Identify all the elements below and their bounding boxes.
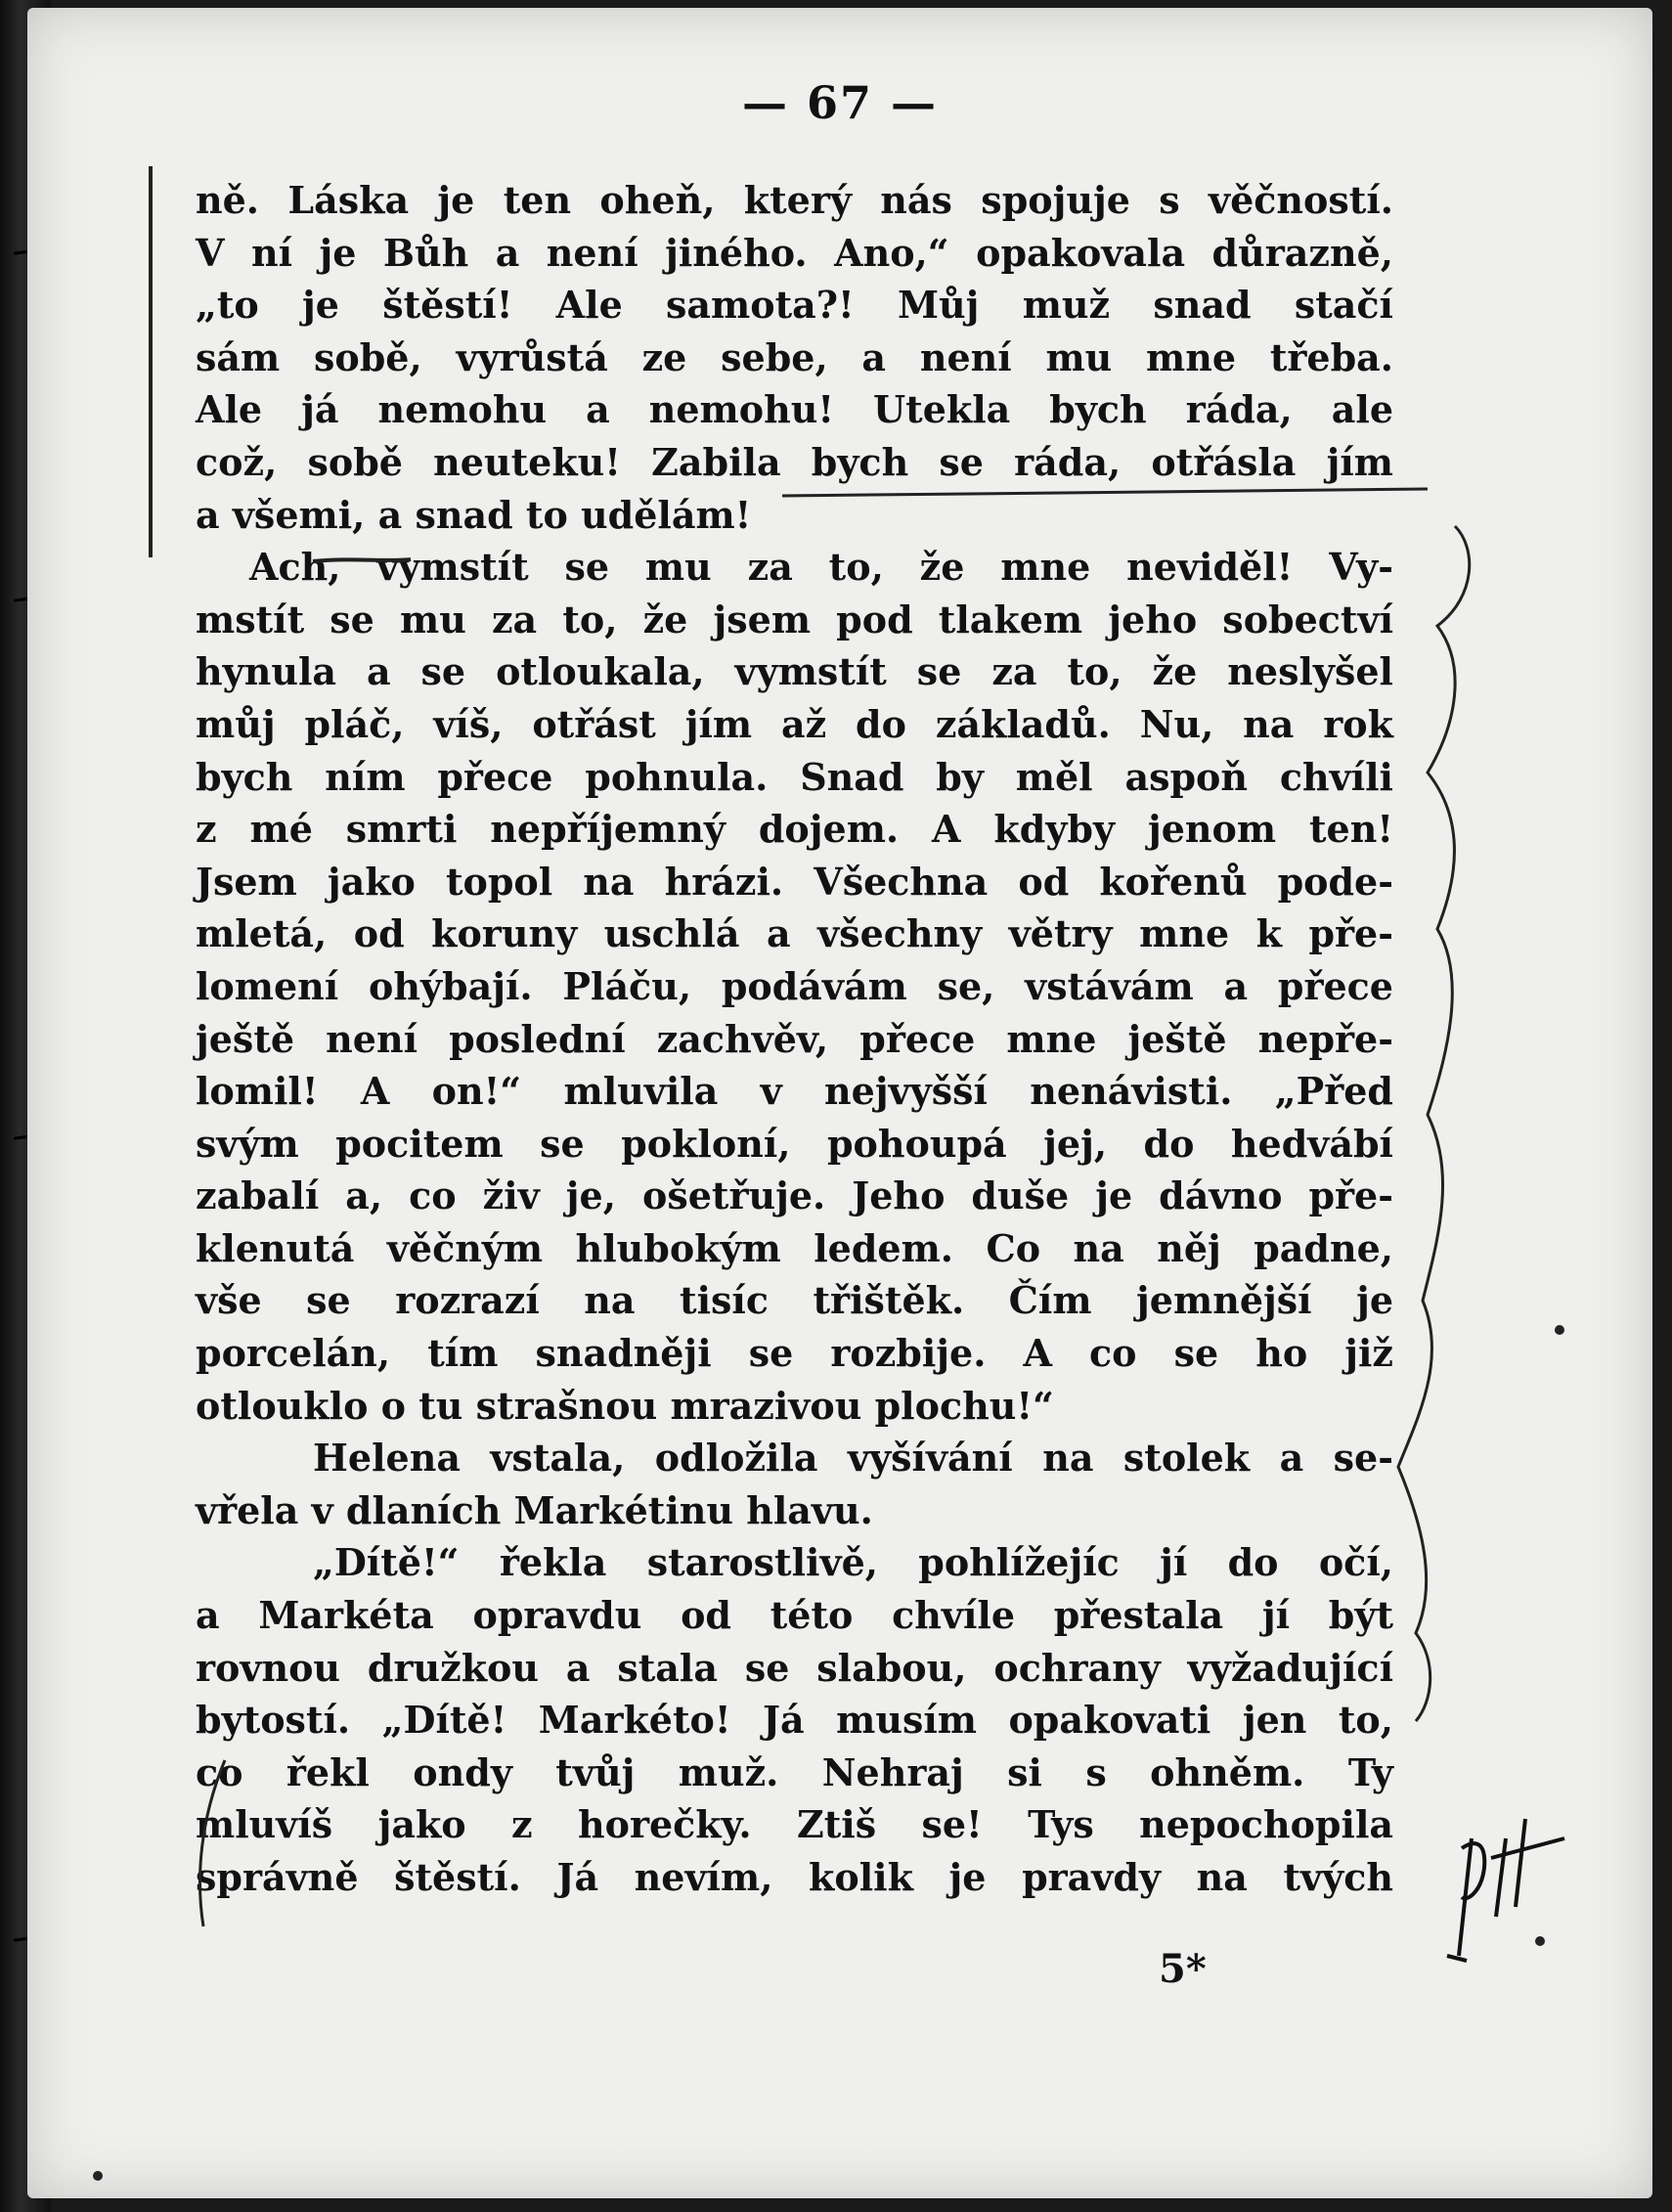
text-line: mstít se mu za to, že jsem pod tlakem jeho sobectví	[196, 597, 1393, 641]
margin-bar-mark	[149, 166, 153, 557]
text-line: rovnou družkou a stala se slabou, ochrany vyžadující	[196, 1645, 1393, 1690]
text-line: můj pláč, víš, otřást jím až do základů. Nu, na rok	[196, 701, 1393, 746]
text-line: porcelán, tím snadněji se rozbije. A co se ho již	[196, 1331, 1393, 1376]
text-line: hynula a se otloukala, vymstít se za to, že neslyšel	[196, 649, 1393, 694]
text-line: bych ním přece pohnula. Snad by měl aspoň chvíli	[196, 754, 1393, 799]
text-line: a všemi, a snad to udělám!	[196, 492, 752, 537]
text-line: zabalí a, co živ je, ošetřuje. Jeho duše je dávno pře-	[196, 1173, 1393, 1218]
text-line: otlouklo o tu strašnou mrazivou plochu!“	[196, 1383, 1054, 1428]
text-line: ještě není poslední zachvěv, přece mne ještě nepře-	[196, 1016, 1393, 1061]
text-line: „to je štěstí! Ale samota?! Můj muž snad stačí	[196, 283, 1393, 328]
text-line: Ale já nemohu a nemohu! Utekla bych ráda, ale	[196, 387, 1393, 432]
text-line: klenutá věčným hlubokým ledem. Co na něj padne,	[196, 1225, 1393, 1270]
text-line: vřela v dlaních Markétinu hlavu.	[196, 1487, 873, 1532]
text-line: což, sobě neuteku! Zabila bych se ráda, otřásla jím	[196, 439, 1393, 484]
text-line: sám sobě, vyrůstá ze sebe, a není mu mne třeba.	[196, 334, 1393, 379]
paragraph-start: Helena vstala, odložila vyšívání na stolek a se-	[313, 1436, 1393, 1481]
text-line: lomil! A on!“ mluvila v nejvyšší nenávisti. „Před	[196, 1069, 1393, 1114]
text-line: V ní je Bůh a není jiného. Ano,“ opakovala důrazně,	[196, 230, 1393, 275]
text-line: vše se rozrazí na tisíc třištěk. Čím jemnější je	[196, 1278, 1393, 1323]
text-line: z mé smrti nepříjemný dojem. A kdyby jenom ten!	[196, 807, 1393, 852]
page-number: — 67 —	[741, 76, 939, 129]
text-line: svým pocitem se pokloní, pohoupá jej, do hedvábí	[196, 1121, 1393, 1166]
paragraph-start: Ach, vymstít se mu za to, že mne neviděl! Vy-	[249, 545, 1393, 590]
text-line: bytostí. „Dítě! Markéto! Já musím opakovati jen to,	[196, 1698, 1393, 1743]
text-line: mletá, od koruny uschlá a všechny větry mne k pře-	[196, 911, 1393, 956]
text-line: správně štěstí. Já nevím, kolik je pravdy na tvých	[196, 1855, 1393, 1899]
signature-mark: 5*	[1159, 1946, 1207, 1992]
text-line: Jsem jako topol na hrázi. Všechna od kořenů pode-	[196, 859, 1393, 904]
text-line: a Markéta opravdu od této chvíle přestala jí být	[196, 1593, 1393, 1638]
text-line: mluvíš jako z horečky. Ztiš se! Tys nepochopila	[196, 1802, 1393, 1847]
text-line: co řekl ondy tvůj muž. Nehraj si s ohněm. Ty	[196, 1749, 1393, 1794]
paragraph-start: „Dítě!“ řekla starostlivě, pohlížejíc jí do očí,	[313, 1540, 1393, 1585]
text-line: ně. Láska je ten oheň, který nás spojuje s věčností.	[196, 178, 1393, 222]
body-text	[196, 174, 1393, 1904]
text-line: lomení ohýbají. Pláču, podávám se, vstávám a přece	[196, 963, 1393, 1008]
